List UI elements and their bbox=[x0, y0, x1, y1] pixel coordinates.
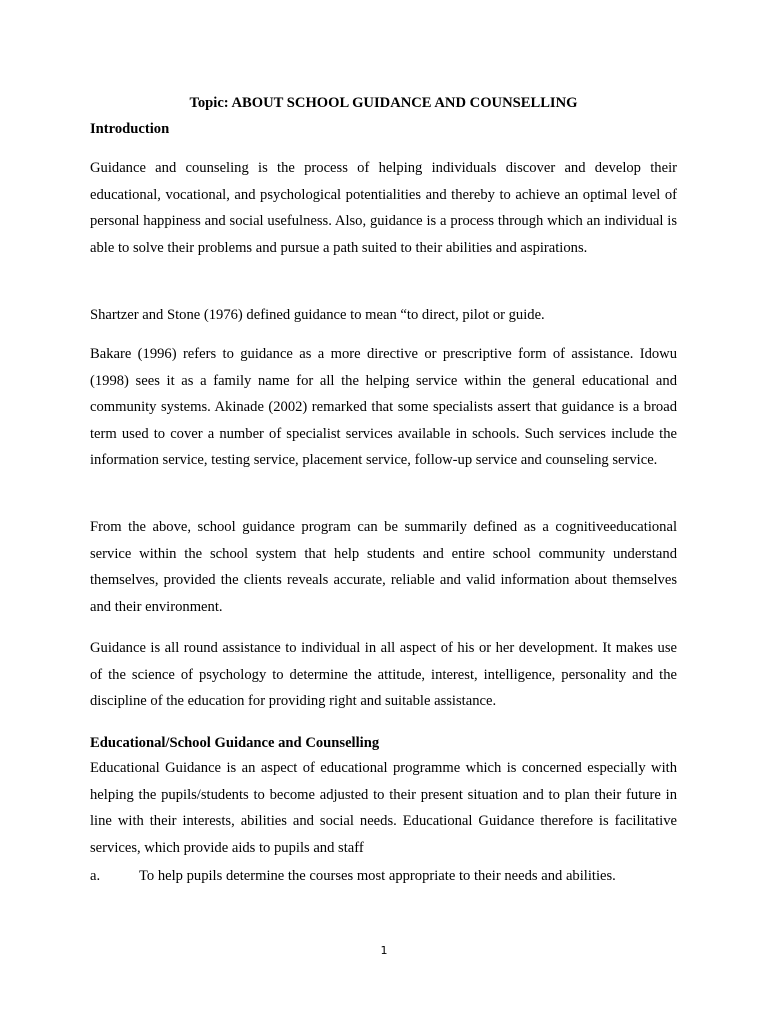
introduction-heading: Introduction bbox=[90, 121, 170, 137]
list-item-marker: a. bbox=[90, 868, 101, 884]
paragraph-shartzer-stone: Shartzer and Stone (1976) defined guidance to mean “to direct, pilot or guide. bbox=[90, 307, 545, 323]
paragraph-summary-definition: From the above, school guidance program can be summarily defined as a cognitiveeducational service within the school system that help students and entire school community understand themselves, provided the clients reveals accurate, reliable and valid information about themselves and their environment. bbox=[90, 519, 677, 615]
paragraph-educational-guidance: Educational Guidance is an aspect of educational programme which is concerned especially with helping the pupils/students to become adjusted to their present situation and to plan their future in line with their interests, abilities and social needs. Educational Guidance therefore is facilitative services, which provide aids to pupils and staff bbox=[90, 760, 677, 856]
paragraph-definition: Guidance and counseling is the process of helping individuals discover and develop their educational, vocational, and psychological potentialities and thereby to achieve an optimal level of personal happiness and social usefulness. Also, guidance is a process through which an individual is able to solve their problems and pursue a path suited to their abilities and aspirations. bbox=[90, 160, 677, 256]
document-title: Topic: ABOUT SCHOOL GUIDANCE AND COUNSELLING bbox=[189, 95, 578, 111]
paragraph-bakare: Bakare (1996) refers to guidance as a more directive or prescriptive form of assistance. Idowu (1998) sees it as a family name for all the helping service within the general educational and community systems. Akinade (2002) remarked that some specialists assert that guidance is a broad term used to cover a number of specialist services available in schools. Such services include the information service, testing service, placement service, follow-up service and counseling service. bbox=[90, 346, 677, 468]
paragraph-all-round-assistance: Guidance is all round assistance to individual in all aspect of his or her development. It makes use of the science of psychology to determine the attitude, interest, intelligence, personality and the discipline of the education for providing right and suitable assistance. bbox=[90, 640, 677, 709]
section-heading: Educational/School Guidance and Counselling bbox=[90, 735, 380, 751]
list-item-text: To help pupils determine the courses most appropriate to their needs and abilities. bbox=[139, 868, 616, 884]
page-number: 1 bbox=[380, 944, 388, 957]
list-item bbox=[90, 867, 677, 885]
